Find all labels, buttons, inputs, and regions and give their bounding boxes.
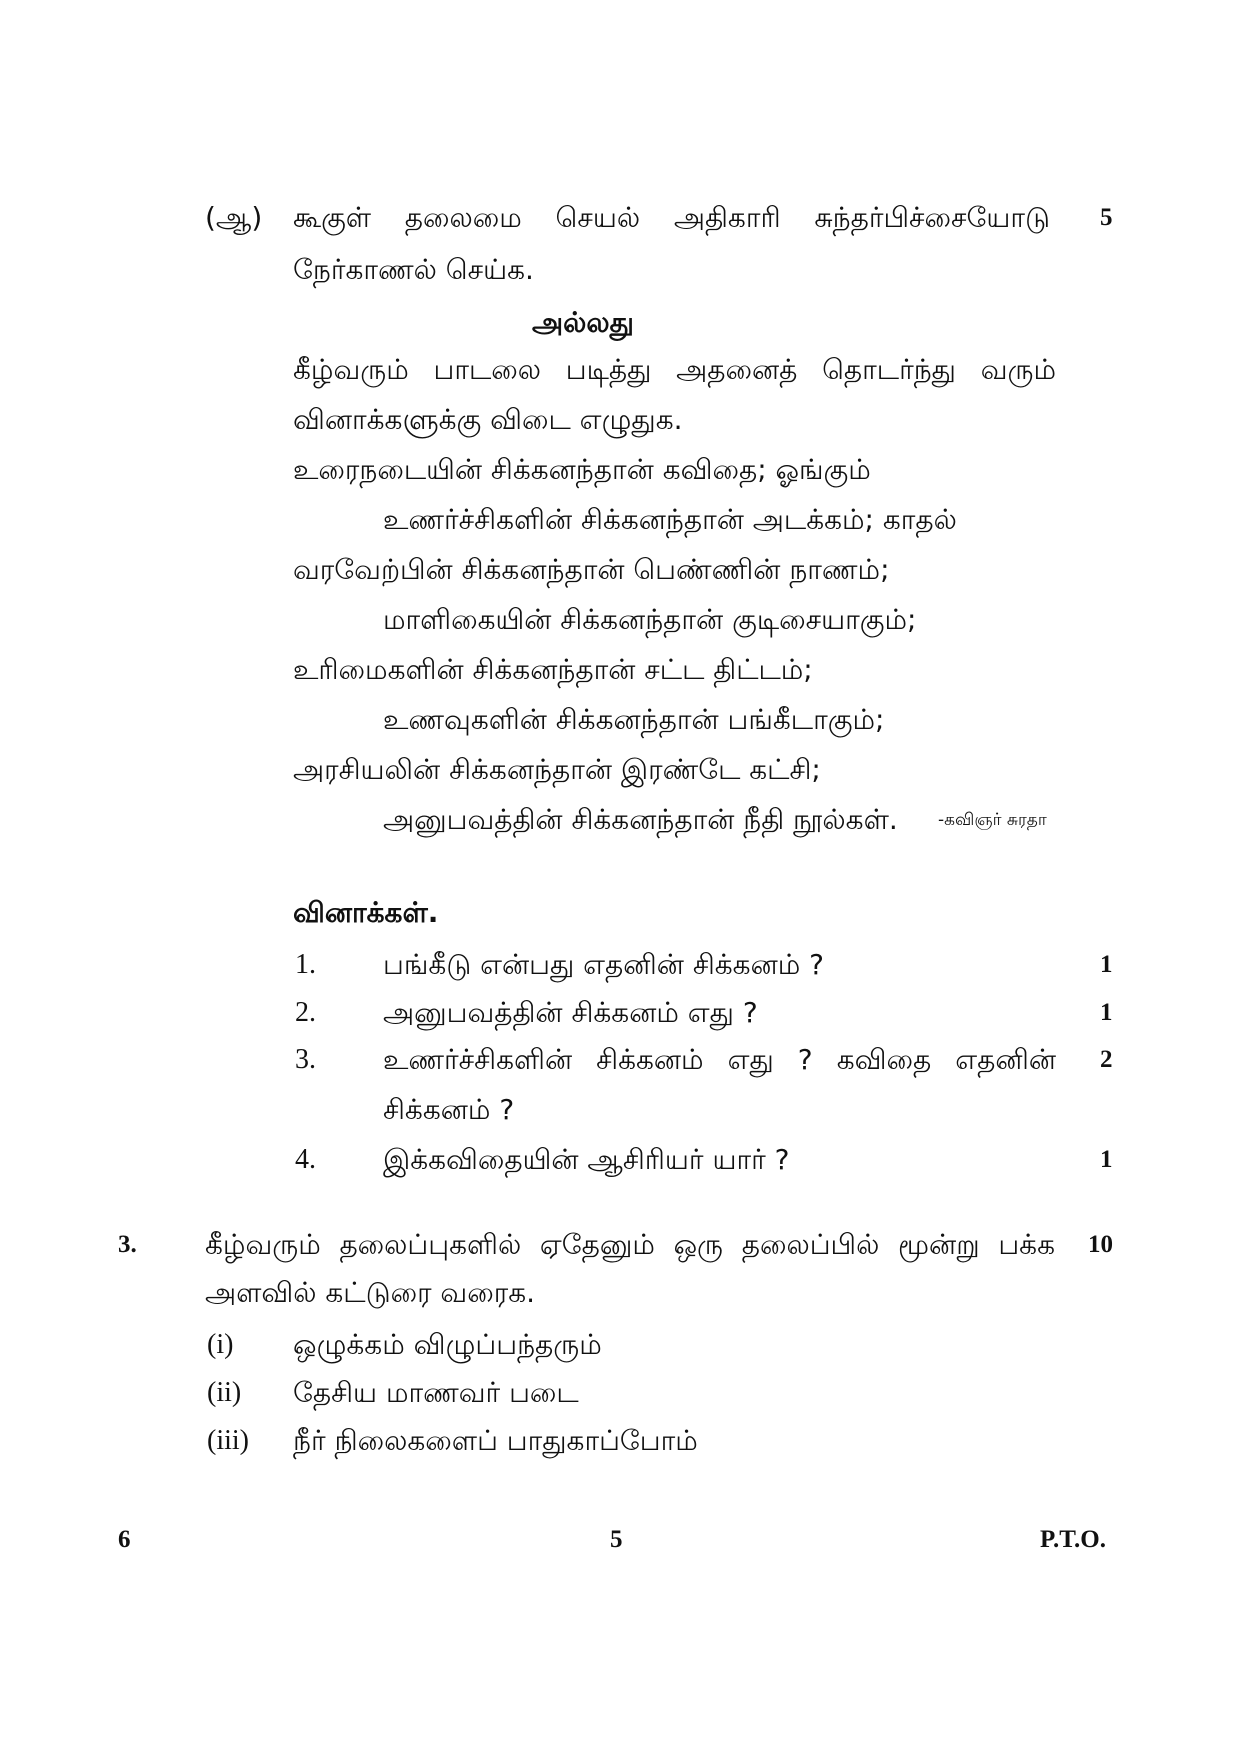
question-3-marks: 10 bbox=[1088, 1231, 1113, 1258]
option-number: (ii) bbox=[207, 1377, 242, 1408]
question-text: உணர்ச்சிகளின் சிக்கனம் எது ? கவிதை எதனின் bbox=[383, 1043, 1056, 1076]
option-text: ஒழுக்கம் விழுப்பந்தரும் bbox=[293, 1328, 602, 1361]
pto-label: P.T.O. bbox=[1040, 1526, 1106, 1553]
poem-line: அனுபவத்தின் சிக்கனந்தான் நீதி நூல்கள். bbox=[383, 803, 898, 836]
page-number: 5 bbox=[610, 1526, 623, 1553]
poem-line: உரிமைகளின் சிக்கனந்தான் சட்ட திட்டம்; bbox=[293, 653, 813, 686]
poem-line: வரவேற்பின் சிக்கனந்தான் பெண்ணின் நாணம்; bbox=[293, 553, 890, 586]
poem-line: மாளிகையின் சிக்கனந்தான் குடிசையாகும்; bbox=[383, 603, 917, 636]
question-marks: 1 bbox=[1100, 951, 1113, 978]
option-number: (i) bbox=[207, 1329, 234, 1360]
section-marks: 5 bbox=[1100, 204, 1113, 231]
question-3-line-1: கீழ்வரும் தலைப்புகளில் ஏதேனும் ஒரு தலைப்பில் மூன்று பக்க bbox=[205, 1228, 1055, 1261]
instruction-line-2: வினாக்களுக்கு விடை எழுதுக. bbox=[293, 403, 683, 436]
poem-line: உணர்ச்சிகளின் சிக்கனந்தான் அடக்கம்; காதல் bbox=[383, 503, 957, 536]
question-text: பங்கீடு என்பது எதனின் சிக்கனம் ? bbox=[383, 948, 825, 981]
poem-author: -கவிஞர் சுரதா bbox=[938, 810, 1047, 830]
section-line-2: நேர்காணல் செய்க. bbox=[293, 253, 534, 286]
poem-line: உரைநடையின் சிக்கனந்தான் கவிதை; ஓங்கும் bbox=[293, 453, 871, 486]
question-marks: 1 bbox=[1100, 999, 1113, 1026]
questions-heading: வினாக்கள். bbox=[293, 896, 439, 929]
question-number: 4. bbox=[295, 1144, 316, 1175]
instruction-line-1: கீழ்வரும் பாடலை படித்து அதனைத் தொடர்ந்து வரும் bbox=[293, 353, 1056, 386]
section-line-1: கூகுள் தலைமை செயல் அதிகாரி சுந்தர்பிச்சையோடு bbox=[293, 201, 1050, 234]
poem-line: உணவுகளின் சிக்கனந்தான் பங்கீடாகும்; bbox=[383, 703, 885, 736]
question-text: இக்கவிதையின் ஆசிரியர் யார் ? bbox=[383, 1143, 790, 1176]
option-text: நீர் நிலைகளைப் பாதுகாப்போம் bbox=[293, 1424, 698, 1457]
option-number: (iii) bbox=[207, 1425, 249, 1456]
question-marks: 1 bbox=[1100, 1146, 1113, 1173]
option-text: தேசிய மாணவர் படை bbox=[293, 1376, 579, 1409]
question-3-number: 3. bbox=[118, 1231, 137, 1258]
or-heading: அல்லது bbox=[532, 306, 634, 339]
question-marks: 2 bbox=[1100, 1046, 1113, 1073]
question-number: 2. bbox=[295, 997, 316, 1028]
question-number: 3. bbox=[295, 1044, 316, 1075]
section-label: (ஆ) bbox=[205, 201, 263, 234]
footer-left: 6 bbox=[118, 1526, 131, 1553]
question-number: 1. bbox=[295, 949, 316, 980]
question-3-line-2: அளவில் கட்டுரை வரைக. bbox=[205, 1276, 535, 1309]
poem-line: அரசியலின் சிக்கனந்தான் இரண்டே கட்சி; bbox=[293, 753, 821, 786]
question-text: அனுபவத்தின் சிக்கனம் எது ? bbox=[383, 996, 758, 1029]
question-text-continued: சிக்கனம் ? bbox=[383, 1093, 515, 1126]
